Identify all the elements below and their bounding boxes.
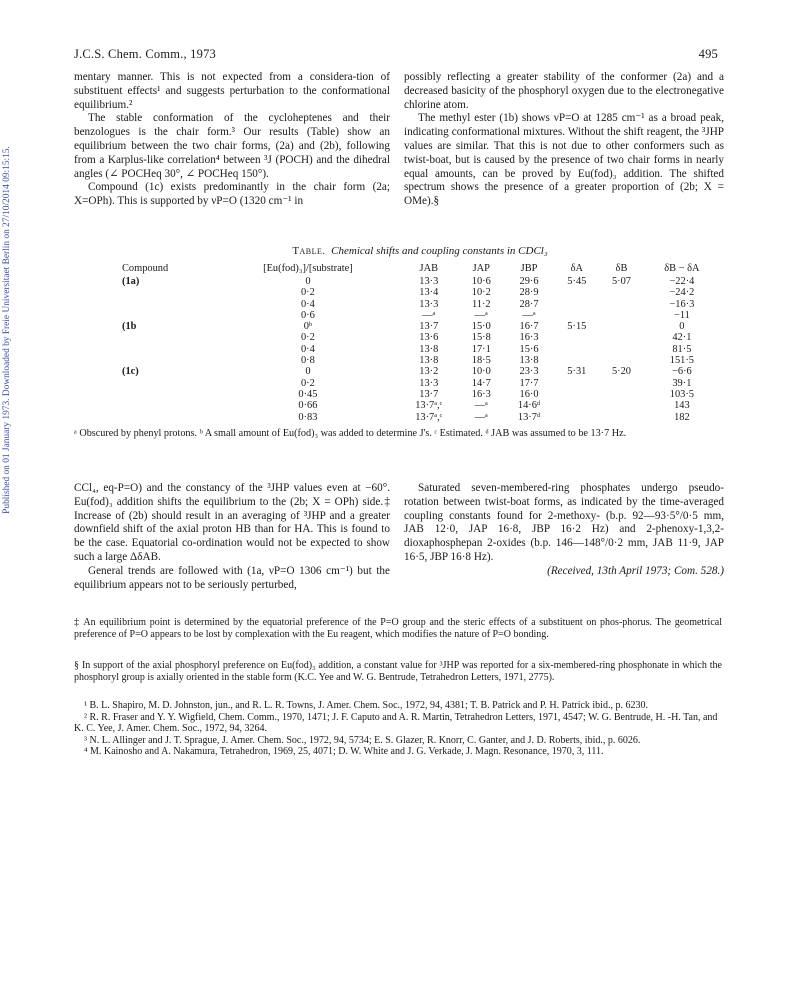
left-column-bottom	[74, 482, 390, 592]
table-cell: 81·5	[672, 343, 692, 355]
table-cell	[555, 355, 600, 366]
table-cell: 0·4	[300, 343, 315, 355]
table-cell: 16·0	[519, 388, 539, 400]
left-column-top	[74, 71, 390, 209]
received-date: (Received, 13th April 1973; Com. 528.)	[547, 564, 724, 577]
table-cell	[555, 412, 600, 423]
shift-coupling-table	[120, 263, 720, 423]
table-cell	[599, 355, 644, 366]
reference-item: ³ N. L. Allinger and J. T. Sprague, J. Amer. Chem. Soc., 1972, 94, 5734; E. S. Glazer, R. Knorr, C. Ganter, and J. D. Roberts, ibid., p. 6026.	[84, 734, 641, 746]
table-cell: 11·2	[471, 298, 491, 310]
paragraph: possibly reflecting a greater stability of the conformer (2a) and a decreased basicity of the phosphoryl oxygen due to the electronegative chlorine atom.	[404, 71, 724, 111]
footnote-dagger: ‡ An equilibrium point is determined by the equatorial preference of the P=O group and the steric effects of a substituent on phos-phorus. The geometrical preference of P=O appears to be lost by complexation with the Eu reagent, which modifies the nature of P=O bonding.	[74, 617, 722, 640]
table-cell	[599, 332, 644, 343]
table-cell: 16·3	[519, 332, 539, 344]
table-caption	[120, 245, 720, 257]
table-cell: 10·6	[471, 276, 491, 287]
table-cell: 13·8	[519, 355, 539, 367]
paragraph: CCl₄, eq-P=O) and the constancy of the ³JHP values even at −60°. Eu(fod)₃ addition shifts the equilibrium to the (2b; X = OPh) side.‡ Increase of (2b) should result in an averaging of ³JHP and a greater downfield shift of the axial proton HB than for HA. This is found to be the case. Equatorial co-ordination would not be expected to show such a large ΔδAB.	[74, 482, 390, 563]
table-row	[120, 276, 720, 287]
table-cell: 28·7	[519, 298, 539, 310]
column-header: JAP	[472, 263, 490, 274]
table-cell	[599, 412, 644, 423]
table-cell: (1c)	[122, 366, 139, 378]
table-cell: 5·20	[611, 366, 631, 378]
paragraph: The methyl ester (1b) shows νP=O at 1285 cm⁻¹ as a broad peak, indicating conformational mixtures. Without the shift reagent, the ³JHP values are similar. That this is not due to other conformers such as twist-boat, but is caused by the presence of two chair forms in nearly equal amounts, can be proved by Eu(fod)₃ addition. The shifted spectrum shows the presence of a greater proportion of (2b; X = OMe).§	[404, 112, 724, 208]
table-cell: 0	[305, 366, 311, 378]
reference-list	[74, 700, 722, 758]
table-cell: 0·2	[300, 332, 315, 344]
paragraph: Saturated seven-membered-ring phosphates undergo pseudo-rotation between twist-boat forms, as indicated by the time-averaged coupling constants found for 2-methoxy- (b.p. 92—93·5°/0·5 mm, JAB 12·0, JAP 16·8, JBP 16·2 Hz) and 2-phenoxy-1,3,2-dioxaphosphepan 2-oxides (b.p. 146—148°/0·2 mm, JAB 11·9, JAP 16·5, JBP 16·8 Hz).	[404, 482, 724, 563]
table-cell: 0·45	[298, 388, 318, 400]
reference-item: ² R. R. Fraser and Y. Y. Wigfield, Chem. Comm., 1970, 1471; J. F. Caputo and A. R. Martin, Tetrahedron Letters, 1971, 4547; W. G. Bentrude, H. -H. Tan, and K. C. Yee, J. Amer. Chem. Soc., 1972, 94, 3264.	[74, 711, 718, 735]
table-cell: 14·6ᵈ	[517, 400, 541, 412]
table-cell: —ᵃ	[422, 309, 436, 321]
running-head	[74, 47, 718, 63]
table-cell: 15·0	[471, 321, 491, 333]
table-cell: 13·7	[419, 321, 439, 333]
table-cell: 17·7	[519, 377, 539, 389]
table-cell	[120, 299, 217, 310]
table-cell: 151·5	[669, 355, 695, 367]
table-cell: −11	[673, 309, 690, 321]
table-cell	[555, 400, 600, 411]
table-caption-text: Chemical shifts and coupling constants in CDCl₃	[331, 245, 548, 257]
table-cell	[120, 389, 217, 400]
table-cell: 13·7ᵈ	[517, 411, 541, 423]
table-cell: 13·4	[419, 287, 439, 299]
table-cell: 15·8	[471, 332, 491, 344]
right-column-bottom	[404, 482, 724, 579]
table-cell	[120, 355, 217, 366]
table-cell	[555, 310, 600, 321]
column-header: JBP	[520, 263, 538, 274]
table-cell	[555, 299, 600, 310]
table-cell: −24·2	[669, 287, 695, 299]
table-cell	[120, 400, 217, 411]
table-cell	[599, 287, 644, 298]
column-header: δB	[615, 263, 628, 274]
table-cell: 0	[679, 321, 685, 333]
table-row	[120, 332, 720, 343]
table-cell: 0·66	[298, 400, 318, 412]
table-row	[120, 344, 720, 355]
table-cell: 29·6	[519, 276, 539, 287]
table-cell: 42·1	[672, 332, 692, 344]
table-row	[120, 355, 720, 366]
reference-item: ¹ B. L. Shapiro, M. D. Johnston, jun., and R. L. R. Towns, J. Amer. Chem. Soc., 1972, 94, 4381; T. B. Patrick and P. H. Patrick ibid., p. 6230.	[84, 700, 648, 711]
table-cell	[599, 344, 644, 355]
table-cell: 0·83	[298, 411, 318, 423]
column-header: δA	[570, 263, 584, 274]
table-cell: —ᵃ	[522, 309, 536, 321]
page-number: 495	[698, 47, 718, 61]
table-cell: 10·2	[471, 287, 491, 299]
table-cell: 13·8	[419, 355, 439, 367]
table-row	[120, 378, 720, 389]
table-cell: 13·7ᵃ,ᶜ	[415, 400, 443, 412]
table-cell	[555, 378, 600, 389]
table-cell: 0	[305, 276, 311, 287]
table-cell: 13·7ᵃ,ᶜ	[415, 411, 443, 423]
table-cell: 103·5	[669, 388, 695, 400]
paragraph: Compound (1c) exists predominantly in the chair form (2a; X=OPh). This is supported by νP=O (1320 cm⁻¹ in	[74, 181, 390, 208]
table-cell: —ᵃ	[474, 309, 488, 321]
table-cell: 0·2	[300, 287, 315, 299]
table-cell	[599, 400, 644, 411]
table-cell: 17·1	[471, 343, 491, 355]
table-cell: 13·3	[419, 377, 439, 389]
footnote-section: § In support of the axial phosphoryl preference on Eu(fod)₃ addition, a constant value for ³JHP was reported for a six-membered-ring phosphonate in which the phosphoryl group is axially oriented in the stable form (K.C. Yee and W. G. Bentrude, Tetrahedron Letters, 1971, 2775).	[74, 660, 722, 683]
table-header-row	[120, 263, 720, 276]
table-cell	[555, 332, 600, 343]
table-cell	[599, 389, 644, 400]
table-cell: 13·6	[419, 332, 439, 344]
table-cell: 5·07	[611, 276, 631, 287]
table-cell	[555, 389, 600, 400]
column-header: JAB	[419, 263, 439, 274]
table-cell	[120, 332, 217, 343]
table-label: Table.	[292, 245, 326, 257]
table-cell	[599, 321, 644, 332]
table-cell	[599, 378, 644, 389]
table-cell: −22·4	[669, 276, 695, 287]
table-cell: 0·2	[300, 377, 315, 389]
table-cell: 14·7	[471, 377, 491, 389]
table-cell: 0ᵇ	[303, 321, 313, 333]
column-header: δB − δA	[664, 263, 700, 274]
table-cell: 13·7	[419, 388, 439, 400]
table-cell	[120, 310, 217, 321]
table-row	[120, 321, 720, 332]
table-cell: 23·3	[519, 366, 539, 378]
table-cell	[120, 287, 217, 298]
download-watermark-text: Published on 01 January 1973. Downloaded by Freie Universitaet Berlin on 27/10/2014 09:15:15.	[2, 146, 12, 514]
table-cell	[599, 310, 644, 321]
table-row	[120, 299, 720, 310]
table-row	[120, 366, 720, 377]
table-cell	[555, 344, 600, 355]
table-cell: 10·0	[471, 366, 491, 378]
column-header: [Eu(fod)₃]/[substrate]	[263, 263, 353, 274]
table-cell: 5·31	[567, 366, 587, 378]
table-cell: 13·2	[419, 366, 439, 378]
table-cell: (1a)	[122, 276, 140, 287]
table-cell	[120, 344, 217, 355]
table-cell	[120, 378, 217, 389]
table-cell: 13·8	[419, 343, 439, 355]
table-cell: 5·45	[567, 276, 587, 287]
table-cell: 0·6	[300, 309, 315, 321]
table-cell: 0·4	[300, 298, 315, 310]
table-row	[120, 400, 720, 411]
table-cell: 182	[674, 411, 690, 423]
table-cell: 39·1	[672, 377, 692, 389]
paragraph: The stable conformation of the cycloheptenes and their benzologues is the chair form.³ Our results (Table) show an equilibrium between the two chair forms, (2a) and (2b), following from a Karplus-like correlation⁴ between ³J (POCH) and the dihedral angles (∠ POCHeq 30°, ∠ POCHeq 150°).	[74, 112, 390, 180]
table-cell: −6·6	[672, 366, 692, 378]
table-footnotes: ᵃ Obscured by phenyl protons. ᵇ A small amount of Eu(fod)₃ was added to determine J's. ᶜ Estimated. ᵈ JAB was assumed to be 13·7 Hz.	[74, 428, 627, 439]
table-cell: 0·8	[300, 355, 315, 367]
table-cell	[599, 299, 644, 310]
table-cell: —ᵃ	[474, 411, 488, 423]
paragraph: mentary manner. This is not expected from a considera-tion of substituent effects¹ and suggests perturbation to the conformational equilibrium.²	[74, 71, 390, 111]
table-cell: —ᵃ	[474, 400, 488, 412]
table-row	[120, 310, 720, 321]
table-cell	[120, 412, 217, 423]
data-table-block	[120, 245, 720, 423]
table-row	[120, 412, 720, 423]
table-cell: 5·15	[567, 321, 587, 333]
journal-title: J.C.S. Chem. Comm., 1973	[74, 47, 216, 61]
table-cell	[555, 287, 600, 298]
reference-item: ⁴ M. Kainosho and A. Nakamura, Tetrahedron, 1969, 25, 4071; D. W. White and J. G. Verkade, J. Magn. Resonance, 1970, 3, 111.	[84, 746, 604, 758]
table-row	[120, 287, 720, 298]
table-cell: 28·9	[519, 287, 539, 299]
table-cell: 18·5	[471, 355, 491, 367]
table-cell: 15·6	[519, 343, 539, 355]
table-row	[120, 389, 720, 400]
column-header: Compound	[122, 263, 169, 274]
table-cell: (1b	[122, 321, 137, 333]
table-cell: 13·3	[419, 298, 439, 310]
table-cell: 16·7	[519, 321, 539, 333]
right-column-top	[404, 71, 724, 209]
table-cell: 143	[674, 400, 690, 412]
table-cell: −16·3	[669, 298, 695, 310]
table-cell: 16·3	[471, 388, 491, 400]
paragraph: General trends are followed with (1a, νP=O 1306 cm⁻¹) but the equilibrium appears not to be seriously perturbed,	[74, 564, 390, 591]
table-cell: 13·3	[419, 276, 439, 287]
